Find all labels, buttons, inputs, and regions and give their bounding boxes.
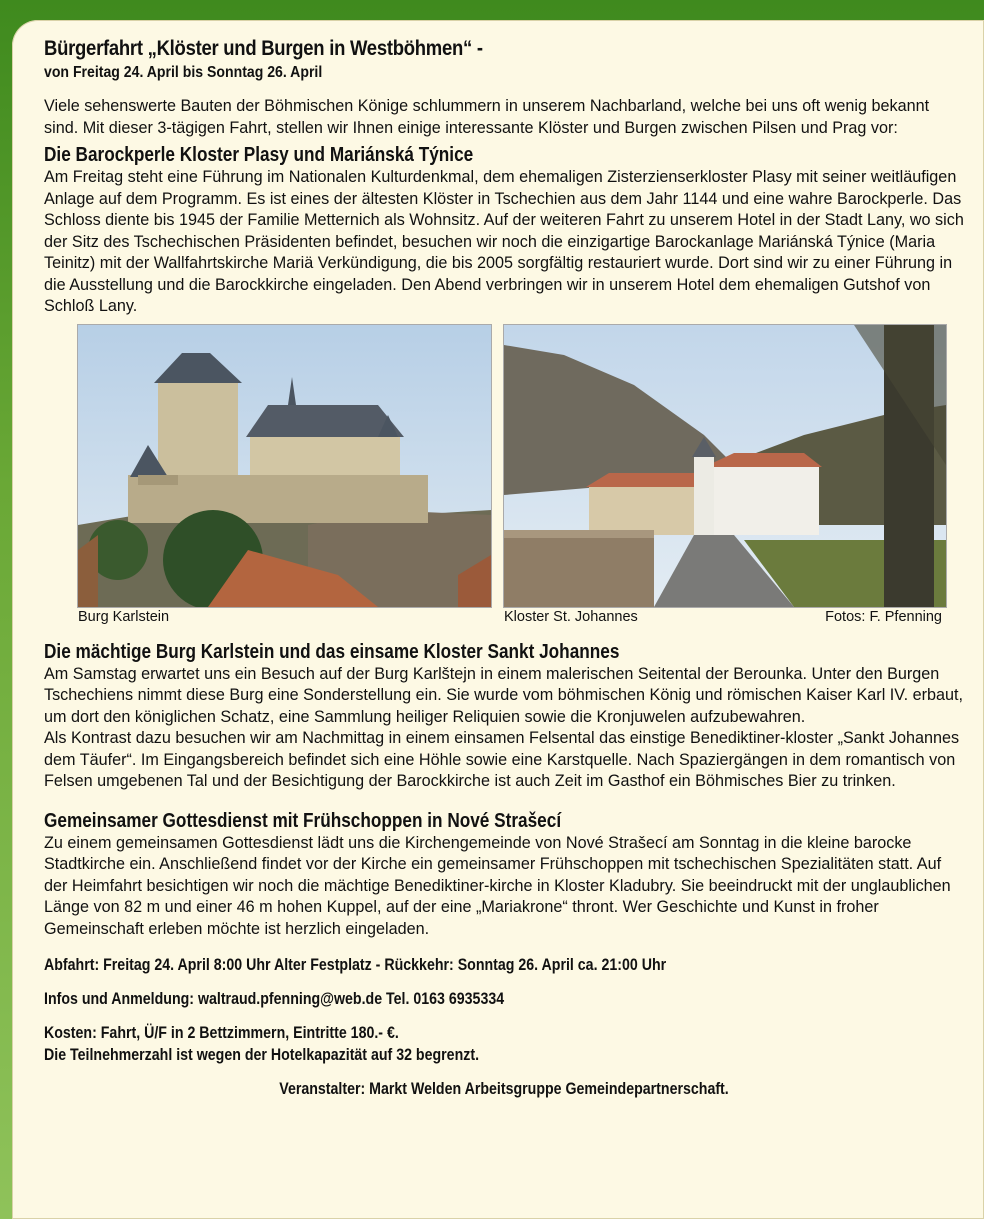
page-subtitle: von Freitag 24. April bis Sonntag 26. April (44, 64, 323, 81)
section1-heading: Die Barockperle Kloster Plasy und Mariánská Týnice (44, 144, 474, 166)
section2-heading: Die mächtige Burg Karlstein und das einsame Kloster Sankt Johannes (44, 640, 620, 663)
participant-limit: Die Teilnehmerzahl ist wegen der Hotelkapazität auf 32 begrenzt. (44, 1046, 480, 1064)
photo-burg-karlstein (77, 324, 492, 608)
contact-info: Infos und Anmeldung: waltraud.pfenning@web.de Tel. 0163 6935334 (44, 990, 505, 1008)
section1-body: Am Freitag steht eine Führung im Nationalen Kulturdenkmal, dem ehemaligen Zisterzienserkloster Plasy mit seiner weitläufigen Anlage auf dem Programm. Es ist eines der ältesten Klöster in Tschechien aus dem Jahr 1144 und eine wahre Barockperle. Das Schloss diente bis 1945 der Familie Metternich als Wohnsitz. Auf der weiteren Fahrt zu unserem Hotel in der Stadt Lany, wo sich der Sitz des Tschechischen Präsidenten befindet, besuchen wir noch die einzigartige Barockanlage Mariánská Týnice (Maria Teinitz) mit der Wallfahrtskirche Mariä Verkündigung, die bis 2005 sorgfältig restauriert wurde. Dort sind wir zu einer Führung in die Ausstellung und die Barockkirche eingeladen. Den Abend verbringen wir in unserem Hotel dem ehemaligen Gutshof von Schloß Lany. (44, 168, 964, 315)
intro-paragraph: Viele sehenswerte Bauten der Böhmischen Könige schlummern in unserem Nachbarland, welche bei uns oft wenig bekannt sind. Mit dieser 3-tägigen Fahrt, stellen wir Ihnen einige interessante Klöster und Burgen zwischen Pilsen und Prag vor: (44, 97, 930, 137)
photo-credit: Fotos: F. Pfenning (825, 608, 942, 625)
page-title: Bürgerfahrt „Klöster und Burgen in Westböhmen“ - (44, 37, 483, 60)
organizer: Veranstalter: Markt Welden Arbeitsgruppe Gemeindepartnerschaft. (279, 1080, 729, 1098)
departure-info: Abfahrt: Freitag 24. April 8:00 Uhr Alter Festplatz - Rückkehr: Sonntag 26. April ca. 21:00 Uhr (44, 956, 667, 974)
costs-info: Kosten: Fahrt, Ü/F in 2 Bettzimmern, Eintritte 180.- €. (44, 1024, 399, 1042)
section2-body-1: Am Samstag erwartet uns ein Besuch auf der Burg Karlštejn in einem malerischen Seitental der Berounka. Unter den Burgen Tschechiens nimmt diese Burg eine Sonderstellung ein. Sie wurde vom böhmischen König und römischen Kaiser Karl IV. erbaut, um dort den königlichen Schatz, eine Sammlung heiliger Reliquien sowie die Kronjuwelen aufzubewahren. (44, 664, 963, 726)
section3-body: Zu einem gemeinsamen Gottesdienst lädt uns die Kirchengemeinde von Nové Strašecí am Sonntag in die kleine barocke Stadtkirche ein. Anschließend findet vor der Kirche ein gemeinsamer Frühschoppen mit tschechischen Spezialitäten statt. Auf der Heimfahrt besichtigen wir noch die mächtige Benediktiner-kirche in Kloster Kladubry. Sie beeindruckt mit der unglaublichen Länge von 82 m und einer 46 m hohen Kuppel, auf der eine „Mariakrone“ thront. Wer Geschichte und Kunst in froher Gemeinschaft erleben möchte ist herzlich eingeladen. (44, 833, 951, 938)
caption-burg-karlstein: Burg Karlstein (78, 608, 170, 625)
photo-kloster-st-johannes (503, 324, 947, 608)
section3-heading: Gemeinsamer Gottesdienst mit Frühschoppen in Nové Strašecí (44, 809, 562, 832)
photo-row (44, 324, 964, 634)
section2-body-2: Als Kontrast dazu besuchen wir am Nachmittag in einem einsamen Felsental das einstige Benediktiner-kloster „Sankt Johannes dem Täufer“. Im Eingangsbereich befindet sich eine Höhle sowie eine Karstquelle. Nach Spaziergängen in dem romantisch von Felsen umgebenen Tal und der Besichtigung der Barockkirche ist auch Zeit im Gasthof ein Böhmisches Bier zu trinken. (44, 729, 960, 790)
document-content (44, 36, 964, 1100)
caption-kloster-st-johannes: Kloster St. Johannes (504, 608, 638, 625)
